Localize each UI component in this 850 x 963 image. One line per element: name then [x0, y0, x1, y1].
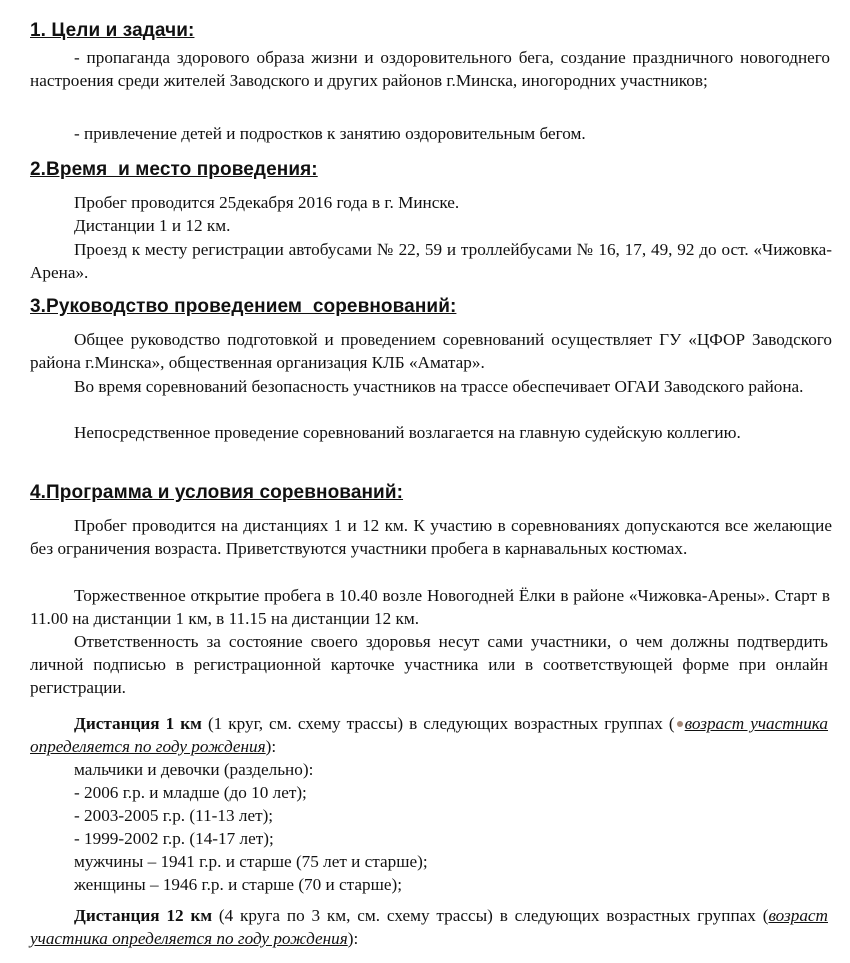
- section-time-place: [30, 157, 828, 183]
- paragraph: - пропаганда здорового образа жизни и оздоровительного бега, создание праздничного новогоднего настроения среди жителей Заводского и других районов г.Минска, иногородних участников;: [30, 48, 830, 90]
- section-heading: 4.Программа и условия соревнований:: [30, 482, 404, 503]
- section-heading: 1. Цели и задачи:: [30, 20, 195, 41]
- paragraph: Ответственность за состояние своего здоровья несут сами участники, о чем должны подтвердить личной подписью в регистрационной карточке участника или в соответствующей форме при онлайн регистрации.: [30, 632, 828, 697]
- distance-12km-desc: (4 круга по 3 км, см. схему трассы) в следующих возрастных группах (: [212, 906, 769, 925]
- age-group-list: [30, 758, 828, 896]
- section-heading: 2.Время и место проведения:: [30, 159, 318, 180]
- paragraph: - привлечение детей и подростков к занятию оздоровительным бегом.: [74, 124, 586, 143]
- list-item: женщины – 1946 г.р. и старше (70 и старше);: [74, 875, 402, 894]
- distance-1km-desc: (1 круг, см. схему трассы) в следующих возрастных группах (: [201, 714, 675, 733]
- closing-paren: ):: [347, 929, 359, 948]
- distance-12km-intro: [30, 904, 828, 950]
- ink-dot: [677, 721, 683, 727]
- section-goals: [30, 18, 828, 44]
- distance-12km-title: Дистанция 12 км: [74, 906, 213, 925]
- paragraph: Во время соревнований безопасность участников на трассе обеспечивает ОГАИ Заводского района.: [74, 377, 804, 396]
- list-item: - 2003-2005 г.р. (11-13 лет);: [74, 806, 274, 825]
- distance-1km-title: Дистанция 1 км: [74, 714, 202, 733]
- paragraph: Проезд к месту регистрации автобусами № 22, 59 и троллейбусами № 16, 17, 49, 92 до ост. «Чижовка-Арена».: [30, 240, 832, 282]
- paragraph: Дистанции 1 и 12 км.: [74, 216, 231, 235]
- paragraph: Общее руководство подготовкой и проведением соревнований осуществляет ГУ «ЦФОР Заводского района г.Минска», общественная организация КЛБ «Аматар».: [30, 330, 832, 372]
- section-program: [30, 480, 828, 506]
- section-management: [30, 294, 828, 320]
- paragraph: Непосредственное проведение соревнований возлагается на главную судейскую коллегию.: [74, 423, 741, 442]
- list-item: - 1999-2002 г.р. (14-17 лет);: [74, 829, 274, 848]
- paragraph: Торжественное открытие пробега в 10.40 возле Новогодней Ёлки в районе «Чижовка-Арены». Старт в 11.00 на дистанции 1 км, в 11.15 на дистанции 12 км.: [30, 586, 830, 628]
- list-item: мужчины – 1941 г.р. и старше (75 лет и старше);: [74, 852, 428, 871]
- paragraph: Пробег проводится 25декабря 2016 года в г. Минске.: [74, 193, 460, 212]
- list-item: мальчики и девочки (раздельно):: [74, 760, 314, 779]
- age-note: возраст участника определяется по году рождения: [30, 714, 829, 756]
- age-note: возраст участника определяется по году рождения: [30, 906, 828, 948]
- distance-1km-intro: [30, 712, 828, 758]
- list-item: - 2006 г.р. и младше (до 10 лет);: [74, 783, 307, 802]
- closing-paren: ):: [265, 737, 277, 756]
- paragraph: Пробег проводится на дистанциях 1 и 12 км. К участию в соревнованиях допускаются все желающие без ограничения возраста. Приветствуются участники пробега в карнавальных костюмах.: [30, 516, 832, 558]
- section-heading: 3.Руководство проведением соревнований:: [30, 296, 457, 317]
